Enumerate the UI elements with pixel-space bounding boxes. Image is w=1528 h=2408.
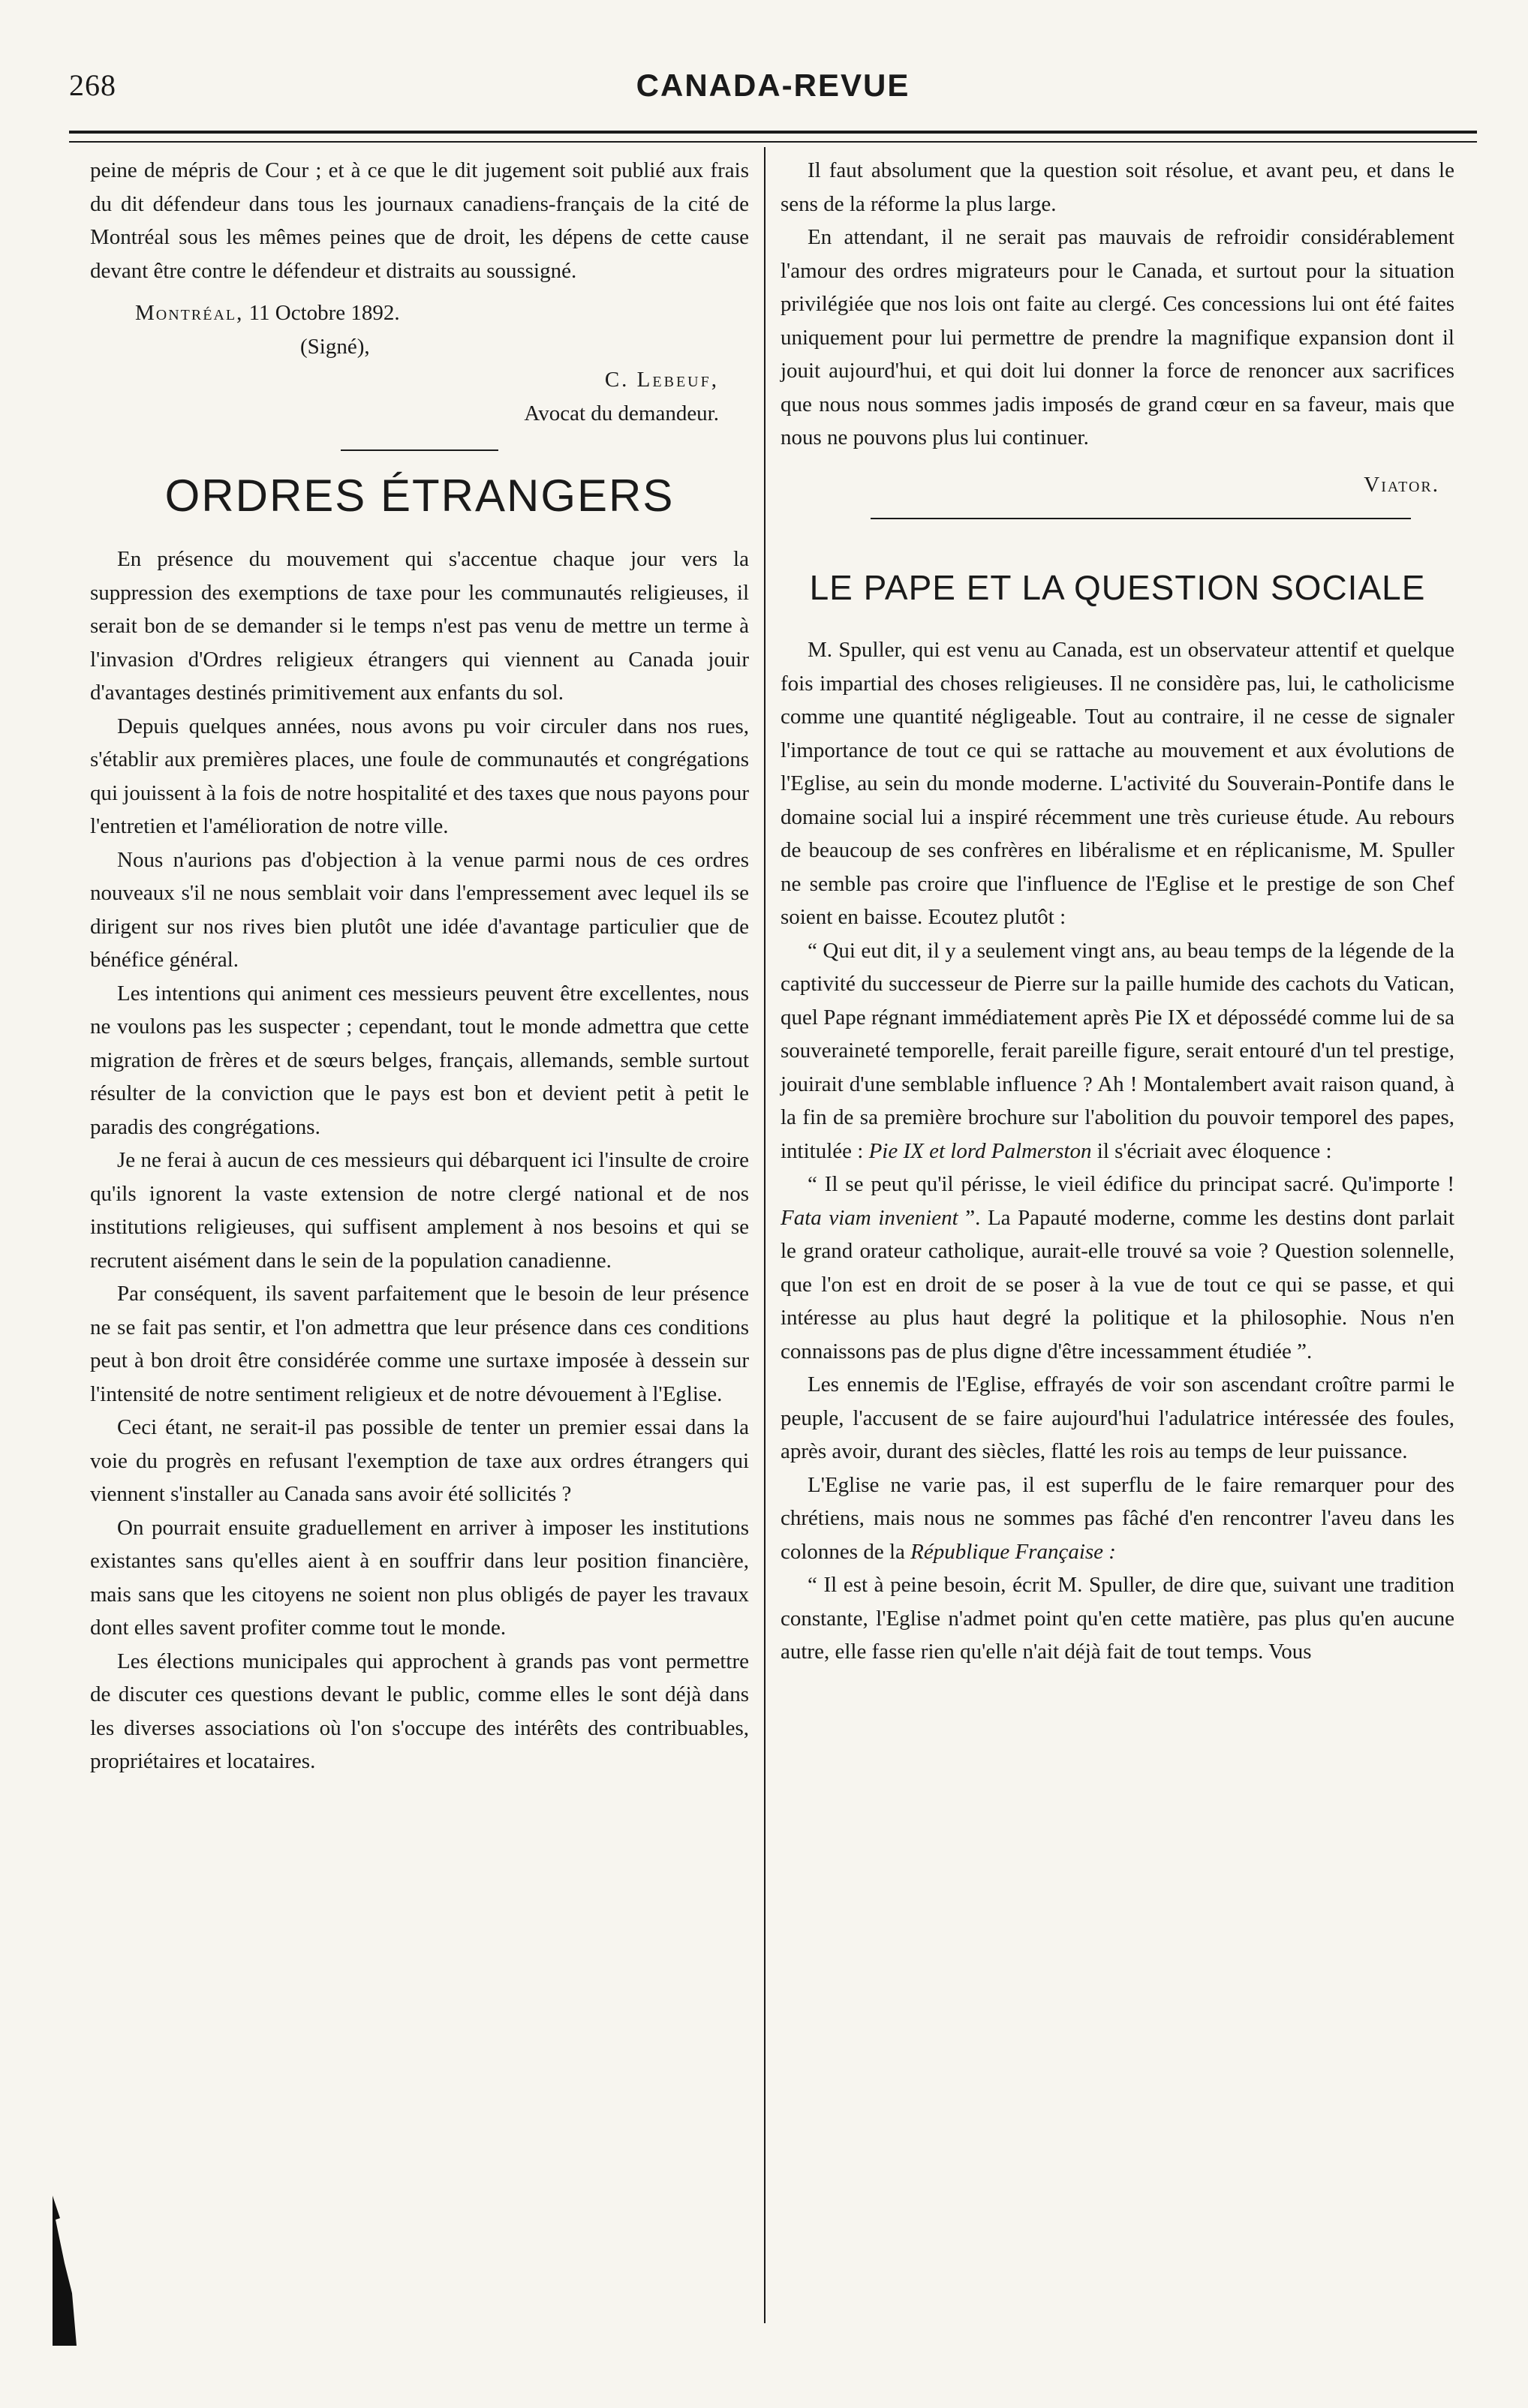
section-rule — [871, 518, 1411, 519]
running-title: CANADA-REVUE — [636, 68, 910, 103]
paragraph: Depuis quelques années, nous avons pu voir circuler dans nos rues, s'établir aux premières places, une foule de communautés et congrégations qui jouissent à la fois de notre hospitalité et des taxes que nous payons pour l'entretien et l'amélioration de notre ville. — [90, 714, 749, 838]
quote-text: “ Il se peut qu'il périsse, le vieil édifice du principat sacré. Qu'importe ! — [808, 1172, 1454, 1196]
signed-label: (Signé), — [300, 334, 370, 359]
page-number: 268 — [69, 68, 116, 102]
right-column — [781, 154, 1454, 1669]
column-divider — [764, 147, 766, 2323]
header-double-rule — [69, 131, 1477, 143]
signer-role: Avocat du demandeur. — [524, 401, 719, 425]
dateline-place: Montréal, — [135, 301, 244, 325]
dateline — [90, 296, 749, 330]
printer-ornament-icon — [50, 2196, 80, 2346]
italic-phrase: Fata viam invenient — [781, 1205, 958, 1230]
author-signature: Viator. — [1364, 472, 1439, 497]
paragraph: M. Spuller, qui est venu au Canada, est un observateur attentif et quelque fois impartial des choses religieuses. Il ne considère pas, lui, le catholicisme comme une quantité négligeable. Tout au contraire, il ne cesse de signaler l'importance de tout ce qui se rattache au mouvement et aux évolutions de l'Eglise, au sein du monde moderne. L'activité du Souverain-Pontife dans le domaine social lui a inspiré récemment une très curieuse étude. Au rebours de beaucoup de ses confrères en libéralisme et en réplicanisme, M. Spuller ne semble pas croire que l'influence de l'Eglise et le prestige de son Chef soient en baisse. Ecoutez plutôt : — [781, 638, 1454, 929]
quote-text: ”. La Papauté moderne, comme les destins dont parlait le grand orateur catholique, aurait-elle trouvé sa voie ? Question solennelle, que l'on est en droit de se poser à la vue de tout ce qui se passe, et qui intéresse au plus haut degré la politique et la philosophie. Nous n'en connaissons pas de plus digne d'être incessamment étudiée ”. — [781, 1205, 1454, 1363]
article-title-le-pape: LE PAPE ET LA QUESTION SOCIALE — [809, 568, 1426, 607]
left-column — [90, 154, 749, 1778]
dateline-date: 11 Octobre 1892. — [243, 301, 400, 325]
section-rule — [341, 449, 498, 451]
page-header — [69, 63, 1477, 116]
paragraph: Les intentions qui animent ces messieurs peuvent être excellentes, nous ne voulons pas les suspecter ; cependant, tout le monde admettra que cette migration de frères et de sœurs belges, français, allemands, semble surtout résulter de la conviction que le pays est bon et devient petit à petit le paradis des congrégations. — [90, 981, 749, 1139]
paragraph: Nous n'aurions pas d'objection à la venue parmi nous de ces ordres nouveaux s'il ne nous semblait voir dans l'empressement avec lequel ils se dirigent sur nos rives bien plutôt une idée d'avantage particulier que de bénéfice général. — [90, 847, 749, 972]
paragraph: En présence du mouvement qui s'accentue chaque jour vers la suppression des exemptions de taxe pour les communautés religieuses, il serait bon de se demander si le temps n'est pas venu de mettre un terme à l'invasion d'Ordres religieux étrangers qui viennent au Canada jouir d'avantages destinés primitivement aux enfants du sol. — [90, 547, 749, 705]
judgment-continuation: peine de mépris de Cour ; et à ce que le dit jugement soit publié aux frais du dit défendeur dans tous les journaux canadiens-français de la cité de Montréal sous les mêmes peines que de droit, les dépens de cette cause devant être contre le défendeur et distraits au soussigné. — [90, 158, 749, 283]
italic-newspaper-name: République Française : — [910, 1539, 1116, 1564]
paragraph — [781, 1469, 1454, 1569]
paragraph: En attendant, il ne serait pas mauvais de refroidir considérablement l'amour des ordres migrateurs pour le Canada, et surtout pour la situation privilégiée que nos lois ont faite au clergé. Ces concessions lui ont été faites uniquement pour lui permettre de prendre la magnifique expansion dont il jouit aujourd'hui, et qui doit lui donner la force de renoncer aux sacrifices que nous nous sommes jadis imposés de grand cœur en sa faveur, mais que nous ne pouvons plus lui continuer. — [781, 225, 1454, 449]
quote-text: il s'écriait avec éloquence : — [1091, 1138, 1332, 1163]
quote-text: “ Qui eut dit, il y a seulement vingt ans, au beau temps de la légende de la captivité du successeur de Pierre sur la paille humide des cachots du Vatican, quel Pape régnant immédiatement après Pie IX et dépossédé comme lui de sa souveraineté temporelle, ferait pareille figure, serait entouré d'un tel prestige, jouirait d'une semblable influence ? Ah ! Montalembert avait raison quand, à la fin de sa première brochure sur l'abolition du pouvoir temporel des papes, intitulée : — [781, 938, 1454, 1163]
paragraph: “ Il est à peine besoin, écrit M. Spuller, de dire que, suivant une tradition constante, l'Eglise n'admet point qu'en cette matière, pas plus qu'en aucune autre, elle fasse rien qu'elle n'ait déjà fait de tout temps. Vous — [781, 1573, 1454, 1664]
signer-name: C. Lebeuf, — [604, 368, 719, 392]
paragraph: On pourrait ensuite graduellement en arriver à imposer les institutions existantes sans qu'elles aient à en souffrir dans leur position financière, mais sans que les citoyens ne soient non plus obligés de payer les travaux dont elles savent profiter comme tout le monde. — [90, 1515, 749, 1640]
paragraph: Par conséquent, ils savent parfaitement que le besoin de leur présence ne se fait pas sentir, et l'on admettra que leur présence dans ces conditions peut à bon droit être considérée comme une surtaxe imposée à dessein sur l'intensité de notre sentiment religieux et de notre dévouement à l'Eglise. — [90, 1282, 749, 1406]
paragraph: Il faut absolument que la question soit résolue, et avant peu, et dans le sens de la réforme la plus large. — [781, 158, 1454, 216]
article-title-ordres-etrangers: ORDRES ÉTRANGERS — [164, 470, 675, 521]
paragraph-quote — [781, 934, 1454, 1168]
italic-title: Pie IX et lord Palmerston — [868, 1138, 1092, 1163]
paragraph: Les élections municipales qui approchent à grands pas vont permettre de discuter ces questions devant le public, comme elles le sont déjà dans les diverses associations où l'on s'occupe des intérêts des contribuables, propriétaires et locataires. — [90, 1649, 749, 1773]
paragraph-text: L'Eglise ne varie pas, il est superflu de le faire remarquer pour des chrétiens, mais nous ne sommes pas fâché d'en rencontrer l'aveu dans les colonnes de la — [781, 1472, 1454, 1564]
paragraph-quote — [781, 1168, 1454, 1368]
paragraph: Je ne ferai à aucun de ces messieurs qui débarquent ici l'insulte de croire qu'ils ignorent la vaste extension de notre clergé national et de nos institutions religieuses, qui suffisent amplement à nos besoins et qui se recrutent aisément dans le sein de la population canadienne. — [90, 1148, 749, 1273]
paragraph: Ceci étant, ne serait-il pas possible de tenter un premier essai dans la voie du progrès en refusant l'exemption de taxe aux ordres étrangers qui viennent s'installer au Canada sans avoir été sollicités ? — [90, 1415, 749, 1506]
paragraph: Les ennemis de l'Eglise, effrayés de voir son ascendant croître parmi le peuple, l'accusent de se faire aujourd'hui l'adulatrice intéressée des foules, après avoir, durant des siècles, flatté les rois au temps de leur puissance. — [781, 1372, 1454, 1463]
